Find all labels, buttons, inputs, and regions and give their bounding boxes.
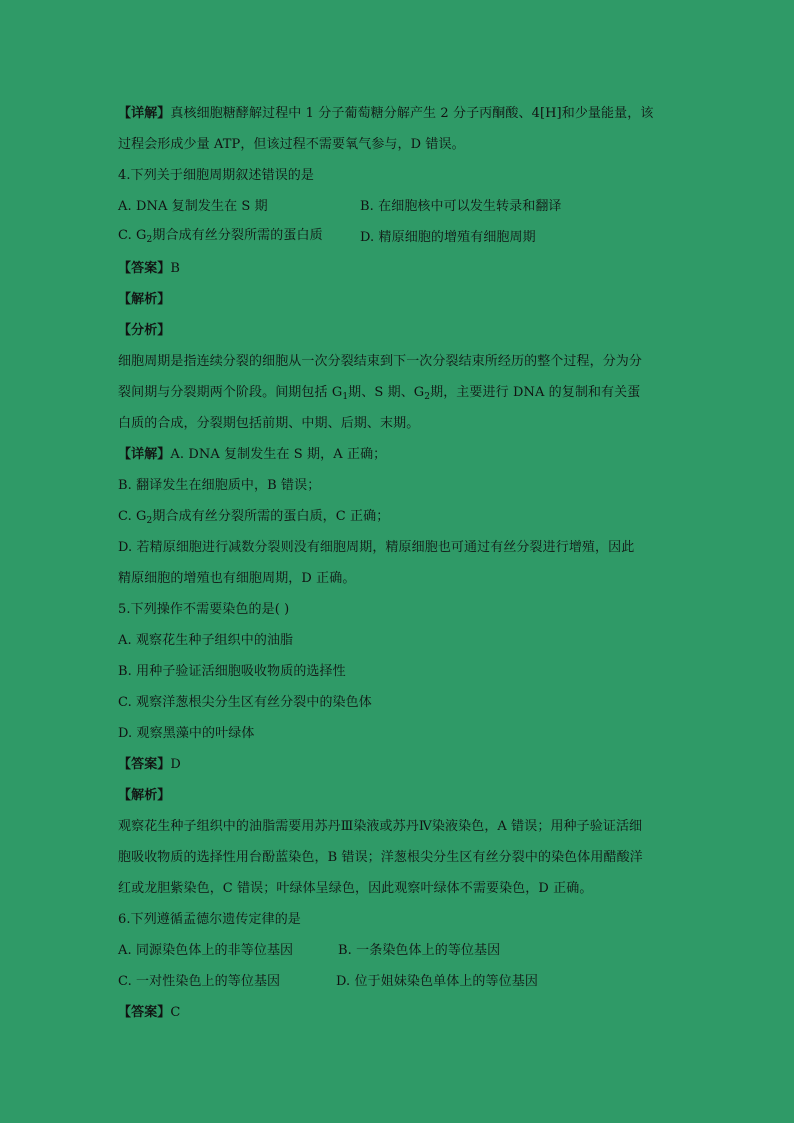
subscript: 2 xyxy=(146,516,153,526)
line-text: 红或龙胆紫染色，C 错误；叶绿体呈绿色，因此观察叶绿体不需要染色，D 正确。 xyxy=(118,881,593,896)
detail-tag: 【详解】 xyxy=(118,106,171,121)
subscript: 1 xyxy=(342,392,349,402)
text-line xyxy=(118,501,678,532)
subscript: 2 xyxy=(424,392,431,402)
line-text: 期，主要进行 DNA 的复制和有关蛋 xyxy=(430,385,641,400)
text-line xyxy=(118,377,678,408)
text-line xyxy=(118,408,678,439)
text-line xyxy=(118,470,678,501)
line-text: 过程会形成少量 ATP，但该过程不需要氧气参与，D 错误。 xyxy=(118,137,465,152)
line-text: 期、S 期、G xyxy=(348,385,425,400)
option-b xyxy=(118,656,678,687)
question-6-options-ab xyxy=(118,935,678,966)
option-c xyxy=(118,220,360,256)
question-4-options-ab xyxy=(118,191,678,222)
text-line xyxy=(118,842,678,873)
option-d xyxy=(118,718,678,749)
line-text: A. 观察花生种子组织中的油脂 xyxy=(118,633,294,648)
answer-tag: 【答案】 xyxy=(118,261,171,276)
answer-tag: 【答案】 xyxy=(118,757,171,772)
analysis-tag: 【解析】 xyxy=(118,292,171,307)
line-text: 期合成有丝分裂所需的蛋白质，C 正确； xyxy=(152,509,390,524)
option-a: A. 同源染色体上的非等位基因 xyxy=(118,943,294,958)
answer-value: D xyxy=(170,757,181,772)
question-4-stem xyxy=(118,160,678,191)
question-5-stem xyxy=(118,594,678,625)
answer-value: B xyxy=(170,261,181,276)
line-text: D. 观察黑藻中的叶绿体 xyxy=(118,726,255,741)
text-line xyxy=(118,346,678,377)
option-a: A. DNA 复制发生在 S 期 xyxy=(118,199,268,214)
analysis-subheading xyxy=(118,315,678,346)
option-b: B. 在细胞核中可以发生转录和翻译 xyxy=(360,199,562,214)
line-text: 5.下列操作不需要染色的是( ) xyxy=(118,602,290,617)
line-text: C. G xyxy=(118,509,147,524)
detail-line xyxy=(118,439,678,470)
line-text: A. DNA 复制发生在 S 期，A 正确； xyxy=(170,447,387,462)
answer-tag: 【答案】 xyxy=(118,1005,171,1020)
document-body xyxy=(118,98,678,1028)
text-line xyxy=(118,98,678,129)
line-text: 6.下列遵循孟德尔遗传定律的是 xyxy=(118,912,301,927)
text-line xyxy=(118,563,678,594)
option-c-text: 期合成有丝分裂所需的蛋白质 xyxy=(152,227,323,243)
line-text: 4.下列关于细胞周期叙述错误的是 xyxy=(118,168,315,183)
answer-value: C xyxy=(170,1005,181,1020)
option-c xyxy=(118,687,678,718)
subscript: 2 xyxy=(146,234,153,245)
line-text: 裂间期与分裂期两个阶段。间期包括 G xyxy=(118,385,343,400)
option-d: D. 位于姐妹染色单体上的等位基因 xyxy=(336,974,538,989)
line-text: 白质的合成，分裂期包括前期、中期、后期、末期。 xyxy=(118,416,420,431)
text-line xyxy=(118,532,678,563)
answer-line xyxy=(118,253,678,284)
line-text: B. 翻译发生在细胞质中，B 错误； xyxy=(118,478,321,493)
question-6-stem xyxy=(118,904,678,935)
line-text: B. 用种子验证活细胞吸收物质的选择性 xyxy=(118,664,346,679)
fenxi-tag: 【分析】 xyxy=(118,323,171,338)
answer-line xyxy=(118,749,678,780)
option-b: B. 一条染色体上的等位基因 xyxy=(338,943,501,958)
line-text: 真核细胞糖酵解过程中 1 分子葡萄糖分解产生 2 分子丙酮酸、4[H]和少量能量，该 xyxy=(170,106,654,121)
line-text: 细胞周期是指连续分裂的细胞从一次分裂结束到下一次分裂结束所经历的整个过程，分为分 xyxy=(118,354,643,369)
analysis-heading xyxy=(118,780,678,811)
analysis-heading xyxy=(118,284,678,315)
answer-line xyxy=(118,997,678,1028)
option-a xyxy=(118,625,678,656)
line-text: 精原细胞的增殖也有细胞周期，D 正确。 xyxy=(118,571,356,586)
option-c: C. 一对性染色上的等位基因 xyxy=(118,974,281,989)
analysis-tag: 【解析】 xyxy=(118,788,171,803)
option-c-prefix: C. G xyxy=(118,227,147,243)
line-text: 观察花生种子组织中的油脂需要用苏丹Ⅲ染液或苏丹Ⅳ染液染色，A 错误；用种子验证活细 xyxy=(118,819,643,834)
text-line xyxy=(118,129,678,160)
text-line xyxy=(118,873,678,904)
line-text: C. 观察洋葱根尖分生区有丝分裂中的染色体 xyxy=(118,695,372,710)
option-d: D. 精原细胞的增殖有细胞周期 xyxy=(360,230,536,245)
text-line xyxy=(118,811,678,842)
question-6-options-cd xyxy=(118,966,678,997)
line-text: D. 若精原细胞进行减数分裂则没有细胞周期，精原细胞也可通过有丝分裂进行增殖，因此 xyxy=(118,540,635,555)
question-4-options-cd xyxy=(118,222,678,253)
detail-tag: 【详解】 xyxy=(118,447,171,462)
line-text: 胞吸收物质的选择性用台酚蓝染色，B 错误；洋葱根尖分生区有丝分裂中的染色体用醋酸洋 xyxy=(118,850,643,865)
